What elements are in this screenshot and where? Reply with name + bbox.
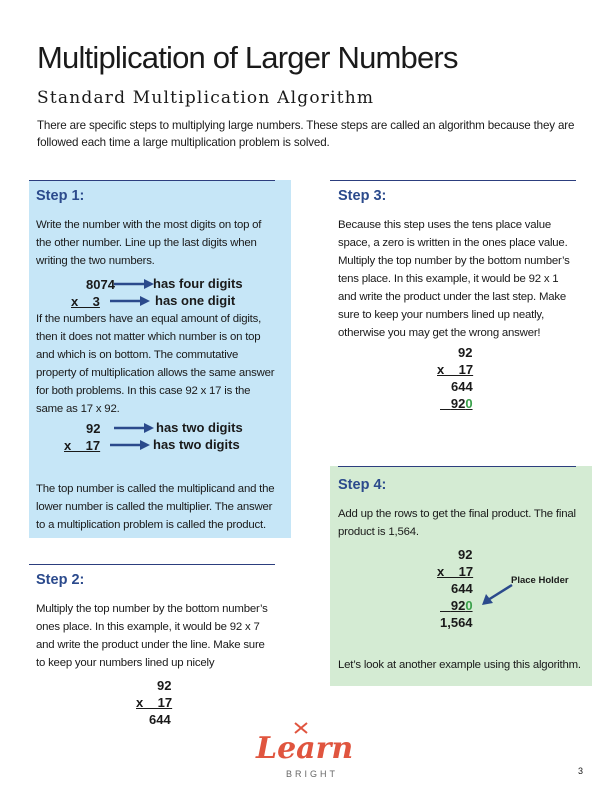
- step2-line-3: 644: [149, 712, 171, 727]
- step1-example2-bottom: x 17: [64, 438, 101, 453]
- step4-closing: Let’s look at another example using this algorithm.: [338, 659, 581, 671]
- page-title: Multiplication of Larger Numbers: [37, 40, 458, 75]
- step3-line-3: 644: [451, 379, 473, 394]
- step1-paragraph-1: Write the number with the most digits on top of the other number. Line up the last digits when writing the two numbers.: [36, 219, 262, 267]
- step4-line-2: x 17: [437, 564, 474, 579]
- placeholder-arrow-icon: [480, 582, 514, 608]
- step1-example2-top: 92: [86, 421, 101, 436]
- step1-heading: Step 1:: [36, 188, 85, 204]
- placeholder-label: Place Holder: [511, 575, 569, 586]
- step2-rule: [29, 564, 275, 565]
- page-subtitle: Standard Multiplication Algorithm: [37, 88, 375, 108]
- step3-paragraph: Because this step uses the tens place value space, a zero is written in the ones place value. Multiply the top number by the bottom number’s tens place. In this example, it would be 92 x 1 and write the product under the last step. Make sure to keep your numbers lined up neatly, otherwise you may get the wrong answer!: [338, 219, 570, 339]
- step3-line-1: 92: [458, 345, 473, 360]
- step4-line-4-digits: 92: [450, 598, 466, 613]
- step1-example2-bottom-desc: has two digits: [153, 437, 240, 452]
- arrow-icon: [114, 422, 154, 434]
- arrow-icon: [114, 278, 154, 290]
- step4-line-1: 92: [458, 547, 473, 562]
- arrow-icon: [110, 295, 150, 307]
- learn-bright-logo: Learn: [256, 731, 354, 766]
- intro-paragraph: There are specific steps to multiplying large numbers. These steps are called an algorithm because they are followed each time a large multiplication problem is solved.: [37, 119, 575, 149]
- step4-paragraph: Add up the rows to get the final product. The final product is 1,564.: [338, 508, 576, 538]
- step4-line-3: 644: [451, 581, 473, 596]
- step2-line-1: 92: [157, 678, 172, 693]
- step2-line-2: x 17: [136, 695, 173, 710]
- step4-rule: [338, 466, 576, 467]
- step4-line-5: 1,564: [440, 615, 473, 630]
- step4-placeholder-zero: 0: [465, 598, 473, 613]
- step3-heading: Step 3:: [338, 188, 387, 204]
- step4-line-4: [440, 597, 473, 614]
- page-number: 3: [578, 766, 584, 776]
- step1-example2-top-desc: has two digits: [156, 420, 243, 435]
- step1-example1-bottom: x 3: [71, 294, 100, 309]
- step1-example1-bottom-desc: has one digit: [155, 293, 236, 308]
- step1-example1-top: 8074: [86, 277, 115, 292]
- step1-paragraph-2: If the numbers have an equal amount of digits, then it does not matter which number is on top and which is on bottom. The commutative property of multiplication allows the same answer for both problems. In this case 92 x 17 is the same as 17 x 92.: [36, 313, 275, 415]
- step3-rule: [330, 180, 576, 181]
- step4-heading: Step 4:: [338, 477, 387, 493]
- step3-line-2: x 17: [437, 362, 474, 377]
- step1-paragraph-3: The top number is called the multiplicand and the lower number is called the multiplier. The answer to a multiplication problem is called the product.: [36, 483, 275, 531]
- step3-line-4-digits: 92: [450, 396, 466, 411]
- step3-placeholder-zero: 0: [465, 396, 473, 411]
- step1-example1-top-desc: has four digits: [153, 276, 243, 291]
- logo-subtext: BRIGHT: [286, 769, 339, 779]
- step2-heading: Step 2:: [36, 572, 85, 588]
- step3-line-4: [440, 395, 473, 412]
- step1-rule: [29, 180, 275, 181]
- arrow-icon: [110, 439, 150, 451]
- step2-paragraph: Multiply the top number by the bottom number’s ones place. In this example, it would be 92 x 7 and write the product under the line. Make sure to keep your numbers lined up nicely: [36, 603, 268, 669]
